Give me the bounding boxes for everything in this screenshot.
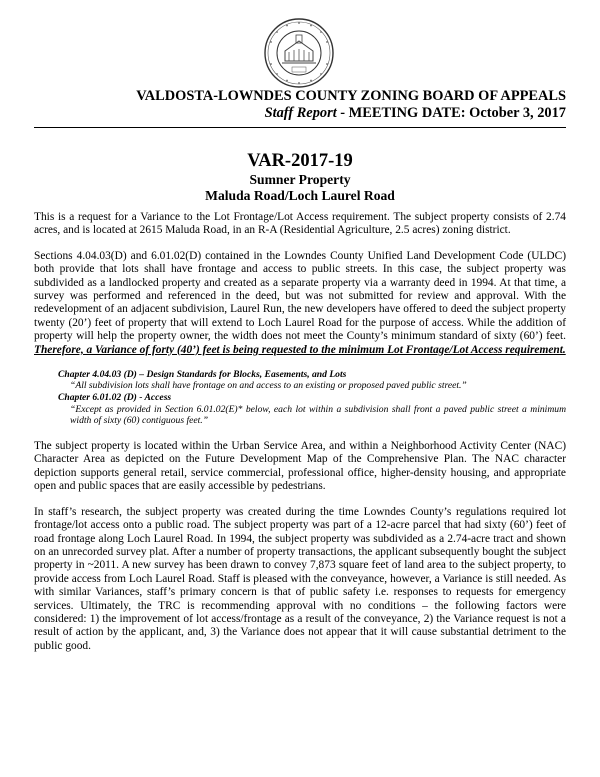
reference-quote-2: “Except as provided in Section 6.01.02(E)* below, each lot within a subdivision shall front a paved public street a minimum width of sixty (60) contiguous feet.” [70, 403, 566, 426]
meeting-line [136, 105, 566, 122]
case-heading [0, 150, 600, 204]
board-title: VALDOSTA-LOWNDES COUNTY ZONING BOARD OF APPEALS [136, 88, 566, 104]
meeting-date: - MEETING DATE: October 3, 2017 [336, 105, 566, 121]
case-number: VAR-2017-19 [247, 151, 353, 171]
header-divider [34, 127, 566, 128]
report-header [136, 88, 566, 122]
report-label: Staff Report [264, 105, 337, 121]
reference-heading-2: Chapter 6.01.02 (D) - Access [58, 392, 172, 404]
reference-heading-1: Chapter 4.04.03 (D) – Design Standards for Blocks, Easements, and Lots [58, 369, 347, 381]
county-seal [263, 17, 335, 89]
seal-icon [263, 17, 335, 89]
paragraph-sections [34, 250, 566, 357]
paragraph-character-area: The subject property is located within the Urban Service Area, and within a Neighborhood Activity Center (NAC) Character Area as depicted on the Future Development Map of the Comprehensive Plan. The NAC character depiction supports general retail, service commercial, professional office, higher-density housing, and appropriate open and public spaces that are easily accessible by pedestrians. [34, 440, 566, 493]
paragraph-staff-research: In staff’s research, the subject property was created during the time Lowndes County’s regulations required lot frontage/lot access onto a public road. The subject property was part of a 12-acre parcel that had sixty (60’) feet of road frontage along Loch Laurel Road. In 1994, the subject property was subdivided as a 2.74-acre tract and shown on an unrecorded survey plat. After a number of property transactions, the applicant subsequently bought the subject property in ~2011. A new survey has been drawn to convey 7,873 square feet of land area to the subject property, to provide access from Loch Laurel Road. Staff is pleased with the conveyance, however, a Variance is still needed. As with similar Variances, staff’s primary concern is that of public safety i.e. responses to requests for emergency services. Ultimately, the TRC is recommending approval with no conditions – the following factors were considered: 1) the improvement of lot access/frontage as a result of the conveyance, 2) the Variance request is not a result of action by the applicant, and, 3) the Variance does not appear that it will cause substantial detriment to the public good. [34, 505, 566, 652]
reference-quote-1: “All subdivision lots shall have frontage on and access to an existing or proposed paved public street.” [70, 380, 467, 392]
sections-text: Sections 4.04.03(D) and 6.01.02(D) contained in the Lowndes County Unified Land Development Code (ULDC) both provide that lots shall have frontage and access to public streets. In this case, the subject property was subdivided as a landlocked property and created as a separate property via a warranty deed in 1994. At that time, a survey was performed and referenced in the deed, but was not submitted for review and approval. With the redevelopment of an adjacent subdivision, Laurel Run, the new developers have offered to deed the subject property twenty (20’) feet of property that will extend to Loch Laurel Road for the purpose of access. While the addition of property will help the property owner, the width does not meet the County’s minimum standard of sixty (60’) feet. [34, 249, 566, 343]
property-name: Sumner Property [249, 172, 351, 187]
property-location: Maluda Road/Loch Laurel Road [205, 188, 395, 203]
paragraph-request: This is a request for a Variance to the Lot Frontage/Lot Access requirement. The subject property consists of 2.74 acres, and is located at 2615 Maluda Road, in an R-A (Residential Agriculture, 2.5 acres) zoning district. [34, 211, 566, 237]
variance-emphasis: Therefore, a Variance of forty (40’) feet is being requested to the minimum Lot Frontage/Lot Access requirement. [34, 343, 566, 356]
code-references [58, 369, 566, 426]
report-body [34, 211, 566, 665]
